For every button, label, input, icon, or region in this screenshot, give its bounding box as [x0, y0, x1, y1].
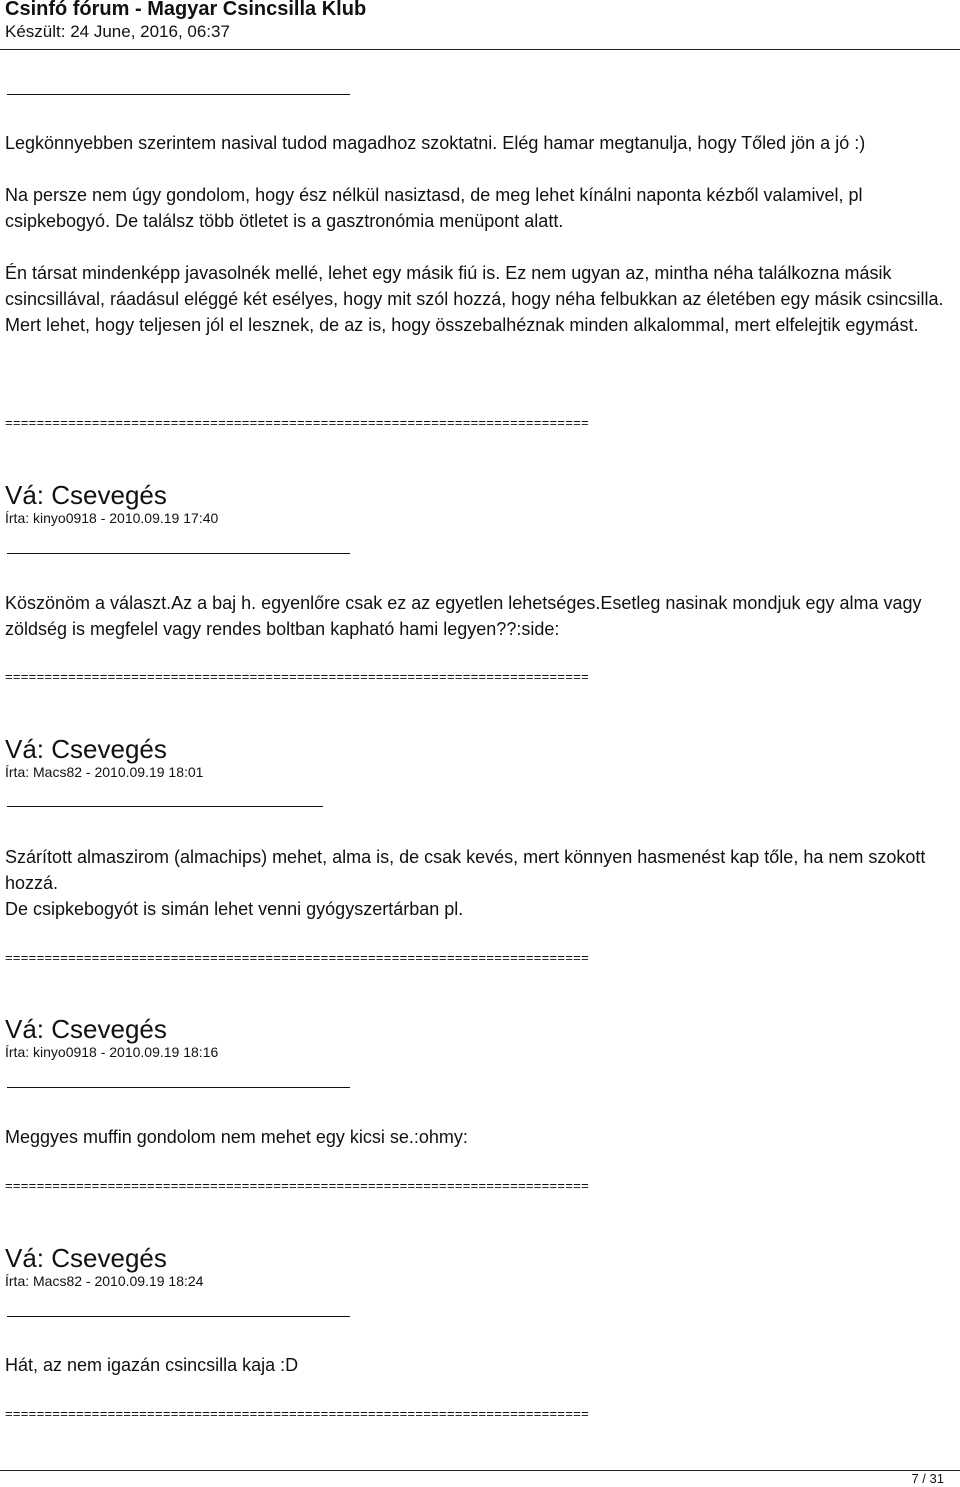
post-separator: ========================================================================== [5, 1178, 589, 1193]
post-underline [7, 806, 323, 807]
post-body [5, 590, 950, 642]
post-paragraph: Legkönnyebben szerintem nasival tudod magadhoz szoktatni. Elég hamar megtanulja, hogy Tőled jön a jó :) [5, 133, 866, 153]
post-separator: ========================================================================== [5, 1406, 589, 1421]
post-paragraph: Meggyes muffin gondolom nem mehet egy kicsi se.:ohmy: [5, 1127, 468, 1147]
created-timestamp: Készült: 24 June, 2016, 06:37 [5, 22, 230, 41]
post-title: Vá: Csevegés [5, 1014, 167, 1044]
post-paragraph: Én társat mindenképp javasolnék mellé, lehet egy másik fiú is. Ez nem ugyan az, mintha néha találkozna másik csincsillával, ráadásul eléggé két esélyes, hogy mit szól hozzá, hogy néha felbukkan az életében egy másik csincsilla. Mert lehet, hogy teljesen jól el lesznek, de az is, hogy összebalhéznak minden alkalommal, mert elfelejtik egymást. [5, 263, 944, 335]
post-paragraph: Köszönöm a választ.Az a baj h. egyenlőre csak ez az egyetlen lehetséges.Esetleg nasinak mondjuk egy alma vagy zöldség is megfelel vagy rendes boltban kapható hami legyen??:side: [5, 593, 922, 639]
post-underline [7, 1087, 350, 1088]
post-paragraph: Szárított almaszirom (almachips) mehet, alma is, de csak kevés, mert könnyen hasmenést kap tőle, ha nem szokott hozzá. [5, 847, 926, 893]
post-separator: ========================================================================== [5, 415, 589, 430]
post-paragraph: Na persze nem úgy gondolom, hogy ész nélkül nasiztasd, de meg lehet kínálni naponta kézből valamivel, pl csipkebogyó. De találsz több ötletet is a gasztronómia menüpont alatt. [5, 185, 863, 231]
post-body [5, 130, 950, 338]
post-underline [7, 553, 350, 554]
footer-divider [0, 1470, 960, 1471]
site-title: Csinfó fórum - Magyar Csincsilla Klub [5, 0, 367, 20]
post-body [5, 1124, 950, 1150]
post-body [5, 1352, 950, 1378]
post-separator: ========================================================================== [5, 950, 589, 965]
post-underline [7, 94, 350, 95]
post-title: Vá: Csevegés [5, 734, 167, 764]
post-meta: Írta: Macs82 - 2010.09.19 18:24 [5, 1273, 204, 1289]
post-paragraph: Hát, az nem igazán csincsilla kaja :D [5, 1355, 299, 1375]
page-number: 7 / 31 [911, 1471, 944, 1486]
post-meta: Írta: kinyo0918 - 2010.09.19 18:16 [5, 1044, 219, 1060]
post-body [5, 844, 950, 922]
post-meta: Írta: Macs82 - 2010.09.19 18:01 [5, 764, 204, 780]
post-meta: Írta: kinyo0918 - 2010.09.19 17:40 [5, 510, 219, 526]
post-title: Vá: Csevegés [5, 480, 167, 510]
page-header [0, 0, 960, 50]
post-title: Vá: Csevegés [5, 1243, 167, 1273]
post-paragraph: De csipkebogyót is simán lehet venni gyógyszertárban pl. [5, 899, 464, 919]
header-divider [0, 49, 960, 50]
post-underline [7, 1316, 350, 1317]
post-separator: ========================================================================== [5, 669, 589, 684]
